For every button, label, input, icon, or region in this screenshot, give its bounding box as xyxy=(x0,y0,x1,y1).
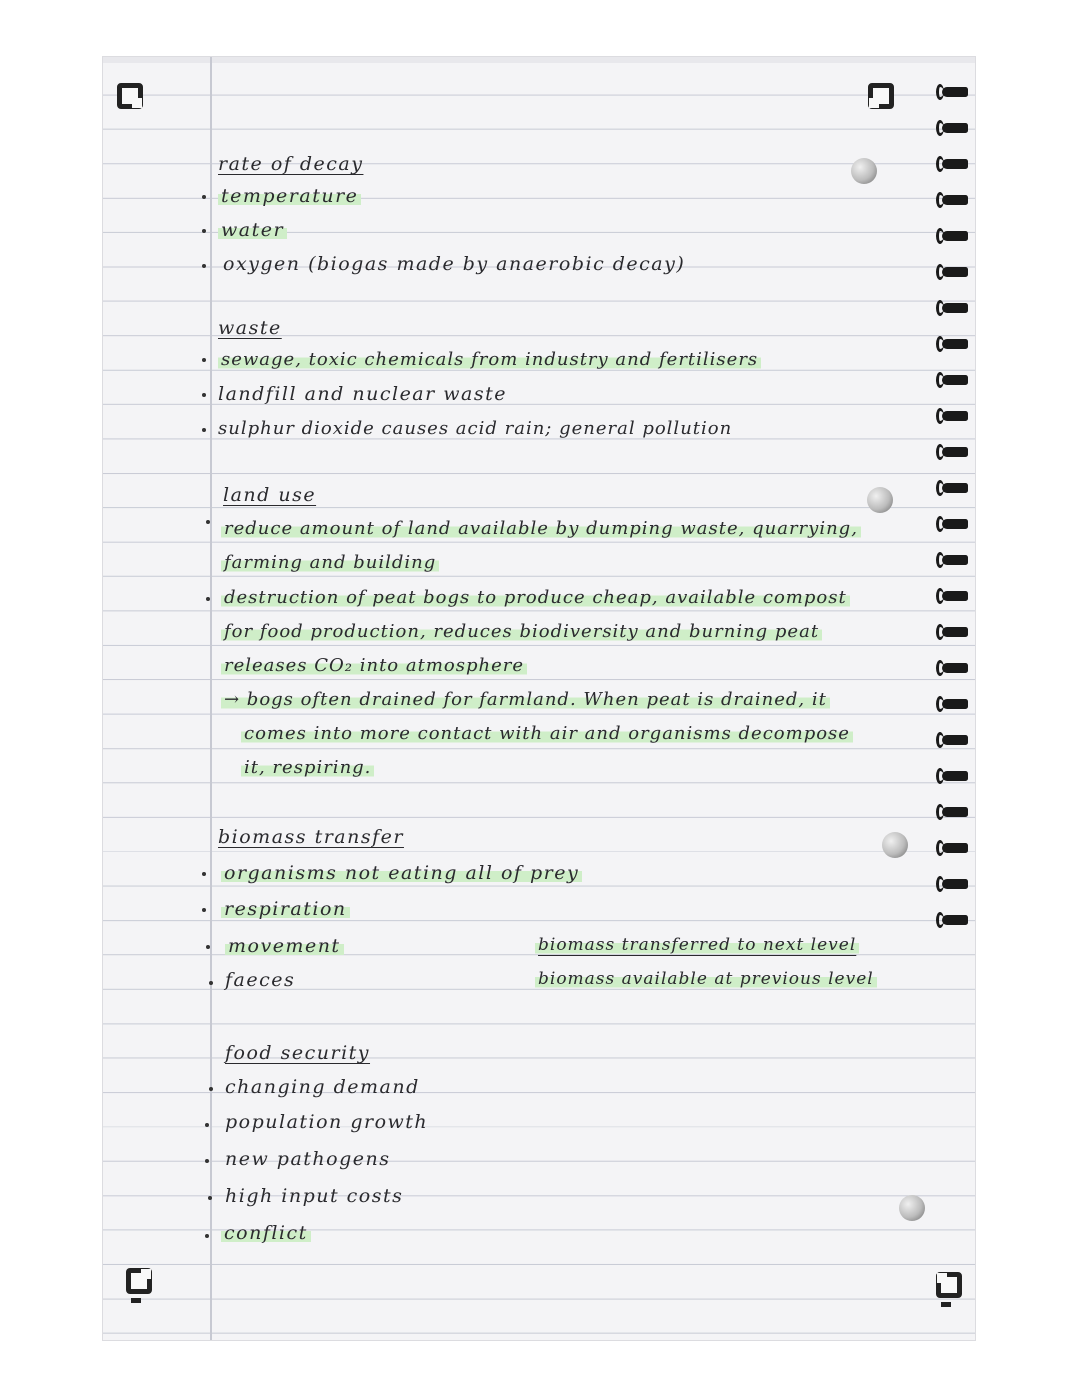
list-item: temperature xyxy=(218,185,361,207)
corner-marker-top-right xyxy=(868,83,894,109)
corner-marker-bottom-left-tick xyxy=(131,1298,141,1303)
margin-line xyxy=(210,57,212,1340)
bullet-dot xyxy=(209,1087,213,1091)
bullet-dot xyxy=(202,358,206,362)
bullet-dot xyxy=(205,1234,209,1238)
corner-marker-top-left xyxy=(117,83,143,109)
text-line: → bogs often drained for farmland. When peat is drained, it xyxy=(221,689,830,711)
bullet-dot xyxy=(205,1123,209,1127)
corner-marker-bottom-left xyxy=(126,1268,152,1294)
list-item: sulphur dioxide causes acid rain; general pollution xyxy=(218,418,733,439)
punch-hole xyxy=(851,158,877,184)
bullet-dot xyxy=(202,229,206,233)
list-item: conflict xyxy=(221,1222,311,1244)
notebook-page xyxy=(103,57,975,1340)
heading-waste: waste xyxy=(218,317,282,339)
bullet-dot xyxy=(205,1159,209,1163)
list-item: oxygen (biogas made by anaerobic decay) xyxy=(223,253,686,275)
punch-hole xyxy=(867,487,893,513)
list-item: landfill and nuclear waste xyxy=(218,383,507,405)
text-line: it, respiring. xyxy=(241,757,374,779)
heading-land-use: land use xyxy=(223,484,317,506)
bullet-dot xyxy=(206,520,210,524)
spiral-binding xyxy=(930,57,975,1340)
text-line: farming and building xyxy=(221,552,439,574)
list-item: sewage, toxic chemicals from industry and fertilisers xyxy=(218,349,761,371)
bullet-dot xyxy=(202,264,206,268)
bullet-dot xyxy=(208,1196,212,1200)
punch-hole xyxy=(882,832,908,858)
punch-hole xyxy=(899,1195,925,1221)
bullet-dot xyxy=(202,872,206,876)
list-item: faeces xyxy=(225,969,296,991)
list-item: population growth xyxy=(225,1111,429,1133)
text-line: for food production, reduces biodiversity and burning peat xyxy=(221,621,822,643)
bullet-dot xyxy=(202,195,206,199)
bullet-dot xyxy=(206,597,210,601)
list-item: movement xyxy=(225,935,344,957)
fraction-denominator: biomass available at previous level xyxy=(535,968,877,990)
list-item: respiration xyxy=(221,898,350,920)
bullet-dot xyxy=(209,981,213,985)
list-item: high input costs xyxy=(225,1185,404,1207)
fraction-numerator: biomass transferred to next level xyxy=(535,934,859,956)
list-item: new pathogens xyxy=(225,1148,391,1170)
bullet-dot xyxy=(202,428,206,432)
list-item: organisms not eating all of prey xyxy=(221,862,582,884)
heading-rate-of-decay: rate of decay xyxy=(218,153,364,175)
heading-food-security: food security xyxy=(225,1042,371,1064)
heading-biomass-transfer: biomass transfer xyxy=(218,826,404,848)
text-line: destruction of peat bogs to produce cheap, available compost xyxy=(221,587,850,609)
text-line: comes into more contact with air and organisms decompose xyxy=(241,723,853,745)
bullet-dot xyxy=(206,945,210,949)
bullet-dot xyxy=(202,393,206,397)
list-item: changing demand xyxy=(225,1076,420,1098)
text-line: releases CO₂ into atmosphere xyxy=(221,655,527,677)
text-line: reduce amount of land available by dumping waste, quarrying, xyxy=(221,518,861,540)
list-item: water xyxy=(218,219,287,241)
bullet-dot xyxy=(202,908,206,912)
